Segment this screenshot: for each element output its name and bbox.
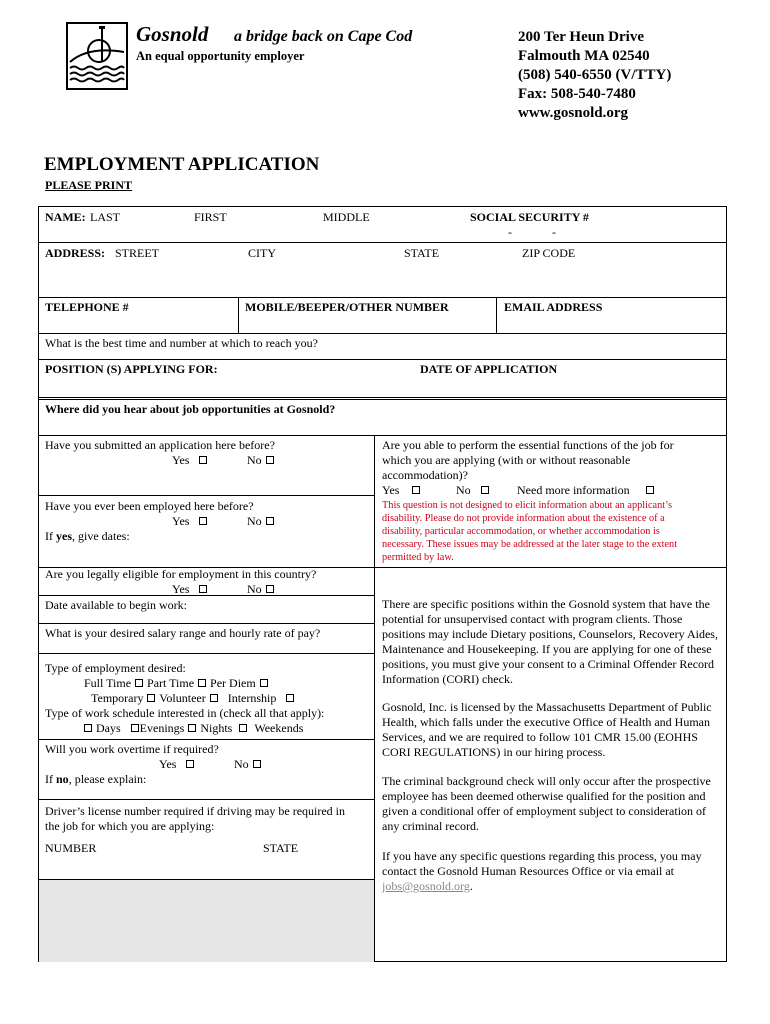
hear-about-field[interactable]: Where did you hear about job opportunities at Gosnold? (45, 402, 336, 416)
overtime-no-option[interactable] (234, 757, 262, 771)
submitted-no-checkbox[interactable] (266, 456, 274, 464)
essential-no-option[interactable] (456, 483, 490, 497)
cori-paragraph-2: Gosnold, Inc. is licensed by the Massachusetts Department of Public Health, which falls under the executive Office of Health and Human Services, and we are required to follow 101 CMR 15.00 (EOHHS CORI REGULATIONS) in our hiring process. (382, 700, 712, 759)
drivers-license-line-1: Driver’s license number required if driving may be required in (45, 804, 346, 818)
internship-checkbox[interactable] (286, 694, 294, 702)
please-print-note: PLEASE PRINT (45, 178, 133, 192)
no-label: No (247, 453, 262, 467)
employed-no-checkbox[interactable] (266, 517, 274, 525)
phone-number: (508) 540-6550 (V/TTY) (518, 67, 672, 83)
date-available-field[interactable]: Date available to begin work: (45, 598, 187, 612)
eligible-yes-option[interactable] (172, 582, 208, 596)
need-more-info-option[interactable] (517, 483, 655, 497)
employed-yes-checkbox[interactable] (199, 517, 207, 525)
org-name: Gosnold (136, 22, 209, 46)
best-time-field[interactable]: What is the best time and number at which to reach you? (45, 336, 318, 350)
weekends-checkbox[interactable] (239, 724, 247, 732)
license-state-field[interactable]: STATE (263, 841, 299, 855)
employed-no-option[interactable] (247, 514, 275, 528)
overtime-yes-option[interactable] (159, 757, 195, 771)
submitted-before-question: Have you submitted an application here before? (45, 438, 275, 452)
equal-opportunity-statement: An equal opportunity employer (136, 49, 305, 63)
disclaimer-line-5: permitted by law. (382, 552, 454, 563)
yes-label: Yes (159, 757, 177, 771)
part-time-checkbox[interactable] (198, 679, 206, 687)
position-field[interactable]: POSITION (S) APPLYING FOR: (45, 362, 218, 376)
cori-contact-text: If you have any specific questions regarding this process, you may contact the Gosnold Human Resources Office or via email at (382, 849, 702, 878)
cori-paragraph-1: There are specific positions within the Gosnold system that have the potential for unsupervised contact with program clients. Those positions may include Dietary positions, Counselors, Recovery Aides, Maintenance and Housekeeping. If you are applying for one of these positions, you must give your consent to a Criminal Offender Record Information (CORI) check. (382, 597, 718, 686)
volunteer-checkbox[interactable] (210, 694, 218, 702)
yes-label: Yes (172, 514, 190, 528)
ssn-dash-2: - (552, 225, 556, 239)
cori-paragraph-3: The criminal background check will only occur after the prospective employee has been deemed otherwise qualified for the position and given a conditional offer of employment subject to consideration of any criminal record. (382, 774, 711, 833)
submitted-yes-option[interactable] (172, 453, 208, 467)
need-more-info-checkbox[interactable] (646, 486, 654, 494)
yes-label: Yes (172, 582, 190, 596)
schedule-question: Type of work schedule interested in (check all that apply): (45, 706, 325, 720)
need-more-info-label: Need more information (517, 483, 630, 497)
mobile-field[interactable]: MOBILE/BEEPER/OTHER NUMBER (245, 300, 449, 314)
submitted-no-option[interactable] (247, 453, 275, 467)
essential-functions-line-3: accommodation)? (382, 468, 468, 482)
employed-before-question: Have you ever been employed here before? (45, 499, 254, 513)
part-time-label: Part Time (147, 676, 195, 690)
ssn-field[interactable]: SOCIAL SECURITY # (470, 210, 589, 224)
disclaimer-line-1: This question is not designed to elicit information about an applicant’s (382, 500, 672, 511)
ssn-dash-1: - (508, 225, 512, 239)
gosnold-logo (66, 22, 128, 90)
address-line-1: 200 Ter Heun Drive (518, 29, 644, 45)
contact-block (518, 28, 671, 123)
disclaimer-line-3: disability, particular accommodation, or whether accommodation is (382, 526, 660, 537)
state-field[interactable]: STATE (404, 246, 440, 260)
email-field[interactable]: EMAIL ADDRESS (504, 300, 603, 314)
per-diem-checkbox[interactable] (260, 679, 268, 687)
temporary-checkbox[interactable] (147, 694, 155, 702)
essential-functions-line-2: which you are applying (with or without reasonable (382, 453, 631, 467)
org-tagline: a bridge back on Cape Cod (234, 28, 413, 45)
per-diem-label: Per Diem (210, 676, 256, 690)
eligible-yes-checkbox[interactable] (199, 585, 207, 593)
no-label: No (234, 757, 249, 771)
first-name-field[interactable]: FIRST (194, 210, 227, 224)
volunteer-label: Volunteer (159, 691, 206, 705)
zip-field[interactable]: ZIP CODE (522, 246, 576, 260)
license-number-field[interactable]: NUMBER (45, 841, 97, 855)
essential-no-checkbox[interactable] (481, 486, 489, 494)
internship-label: Internship (227, 691, 277, 705)
overtime-no-checkbox[interactable] (253, 760, 261, 768)
fax-number: Fax: 508-540-7480 (518, 86, 636, 102)
if-yes-pre: If (45, 529, 56, 543)
employed-yes-option[interactable] (172, 514, 208, 528)
employment-type-row-2 (91, 691, 295, 705)
street-field[interactable]: STREET (115, 246, 159, 260)
days-checkbox[interactable] (84, 724, 92, 732)
nights-checkbox[interactable] (188, 724, 196, 732)
drivers-license-line-2: the job for which you are applying: (45, 819, 215, 833)
name-label: NAME: (45, 210, 86, 224)
weekends-label: Weekends (254, 721, 304, 735)
essential-functions-line-1: Are you able to perform the essential functions of the job for (382, 438, 674, 452)
evenings-checkbox[interactable] (131, 724, 139, 732)
days-label: Days (96, 721, 121, 735)
hr-email-link[interactable]: jobs@gosnold.org (382, 879, 470, 893)
blank-shaded-area (39, 879, 375, 962)
full-time-label: Full Time (84, 676, 132, 690)
no-label: No (456, 483, 471, 497)
full-time-checkbox[interactable] (135, 679, 143, 687)
last-name-field[interactable]: LAST (90, 210, 120, 224)
eligible-no-checkbox[interactable] (266, 585, 274, 593)
address-label: ADDRESS: (45, 246, 106, 260)
date-of-application-field[interactable]: DATE OF APPLICATION (420, 362, 558, 376)
if-yes-post: , give dates: (72, 529, 130, 543)
no-label: No (247, 582, 262, 596)
if-no-bold: no (56, 772, 69, 786)
eligible-no-option[interactable] (247, 582, 275, 596)
essential-yes-option[interactable] (382, 483, 421, 497)
bridge-logo-icon (68, 24, 126, 88)
nights-label: Nights (200, 721, 233, 735)
form-title: EMPLOYMENT APPLICATION (44, 154, 320, 175)
no-label: No (247, 514, 262, 528)
submitted-yes-checkbox[interactable] (199, 456, 207, 464)
if-no-explain-field[interactable] (45, 772, 146, 786)
yes-label: Yes (382, 483, 400, 497)
overtime-question: Will you work overtime if required? (45, 742, 219, 756)
cori-period: . (469, 879, 473, 893)
website[interactable]: www.gosnold.org (518, 105, 629, 121)
salary-field[interactable]: What is your desired salary range and hourly rate of pay? (45, 626, 321, 640)
if-no-pre: If (45, 772, 56, 786)
yes-label: Yes (172, 453, 190, 467)
temporary-label: Temporary (91, 691, 144, 705)
cori-paragraph-4 (382, 849, 724, 894)
disclaimer-line-2: disability. Please do not provide information about the existence of a (382, 513, 665, 524)
if-yes-dates-field[interactable] (45, 529, 130, 543)
overtime-yes-checkbox[interactable] (186, 760, 194, 768)
if-yes-bold: yes (56, 529, 72, 543)
employment-type-label: Type of employment desired: (45, 661, 186, 675)
evenings-label: Evenings (139, 721, 185, 735)
city-field[interactable]: CITY (248, 246, 276, 260)
essential-yes-checkbox[interactable] (412, 486, 420, 494)
telephone-field[interactable]: TELEPHONE # (45, 300, 129, 314)
disclaimer-line-4: necessary. These issues may be addressed at the later stage to the extent (382, 539, 678, 550)
address-line-2: Falmouth MA 02540 (518, 48, 650, 64)
if-no-post: , please explain: (68, 772, 147, 786)
application-form (38, 206, 727, 962)
schedule-options (83, 721, 303, 735)
middle-name-field[interactable]: MIDDLE (323, 210, 370, 224)
eligible-question: Are you legally eligible for employment in this country? (45, 567, 317, 581)
employment-type-row-1 (84, 676, 269, 690)
